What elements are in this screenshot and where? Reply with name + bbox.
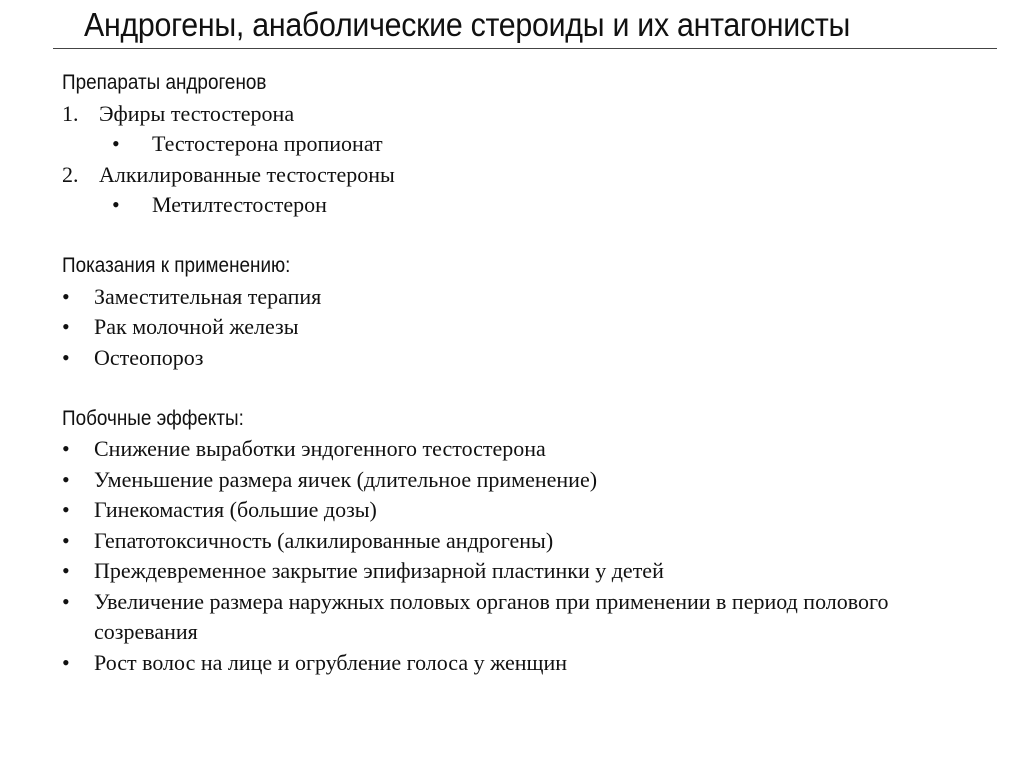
title-divider bbox=[53, 48, 997, 49]
slide-content bbox=[62, 68, 1002, 678]
indication-item bbox=[62, 312, 1002, 343]
preparation-item bbox=[62, 190, 1002, 221]
indication-label: Рак молочной железы bbox=[94, 314, 299, 339]
slide-title: Андрогены, анаболические стероиды и их антагонисты bbox=[84, 6, 851, 43]
bullet-marker: • bbox=[62, 527, 70, 553]
bullet-marker: • bbox=[62, 649, 70, 675]
bullet-marker: • bbox=[62, 588, 70, 614]
list-number: 1. bbox=[62, 100, 79, 126]
section-spacer bbox=[62, 221, 1002, 252]
preparation-item bbox=[62, 129, 1002, 160]
side-effect-label: Увеличение размера наружных половых органов при применении в период полового созревания bbox=[94, 588, 889, 644]
bullet-marker: • bbox=[112, 131, 120, 156]
bullet-marker: • bbox=[112, 192, 120, 217]
indication-item bbox=[62, 282, 1002, 313]
side-effect-item bbox=[62, 434, 1002, 465]
side-effect-label: Преждевременное закрытие эпифизарной пластинки у детей bbox=[94, 558, 664, 583]
preparation-group-2 bbox=[62, 160, 1002, 191]
indication-item bbox=[62, 343, 1002, 374]
bullet-marker: • bbox=[62, 497, 70, 522]
side-effect-item bbox=[62, 526, 1002, 557]
side-effect-label: Снижение выработки эндогенного тестостерона bbox=[94, 436, 546, 461]
preparation-group-label: Эфиры тестостерона bbox=[99, 100, 295, 126]
side-effect-label: Гинекомастия (большие дозы) bbox=[94, 497, 377, 522]
indication-label: Остеопороз bbox=[94, 344, 204, 370]
preparation-group-label: Алкилированные тестостероны bbox=[99, 161, 395, 187]
side-effect-item bbox=[62, 495, 1002, 526]
preparations-heading: Препараты андрогенов bbox=[62, 71, 267, 94]
bullet-marker: • bbox=[62, 436, 70, 461]
side-effect-label: Уменьшение размера яичек (длительное применение) bbox=[94, 466, 598, 492]
side-effect-item bbox=[62, 587, 1002, 648]
list-number: 2. bbox=[62, 161, 79, 187]
bullet-marker: • bbox=[62, 558, 70, 583]
side-effect-item bbox=[62, 465, 1002, 496]
bullet-marker: • bbox=[62, 466, 70, 492]
bullet-marker: • bbox=[62, 283, 70, 309]
side-effect-item bbox=[62, 556, 1002, 587]
preparation-item-label: Метилтестостерон bbox=[152, 192, 327, 217]
indications-heading: Показания к применению: bbox=[62, 254, 291, 277]
bullet-marker: • bbox=[62, 314, 70, 339]
bullet-marker: • bbox=[62, 344, 70, 370]
preparation-group-1 bbox=[62, 99, 1002, 130]
side-effect-label: Гепатотоксичность (алкилированные андрогены) bbox=[94, 527, 554, 553]
indication-label: Заместительная терапия bbox=[94, 283, 322, 309]
side-effect-item bbox=[62, 648, 1002, 679]
preparation-item-label: Тестостерона пропионат bbox=[152, 131, 383, 156]
side-effect-label: Рост волос на лице и огрубление голоса у женщин bbox=[94, 649, 568, 675]
side-effects-heading: Побочные эффекты: bbox=[62, 406, 244, 430]
section-spacer bbox=[62, 373, 1002, 404]
